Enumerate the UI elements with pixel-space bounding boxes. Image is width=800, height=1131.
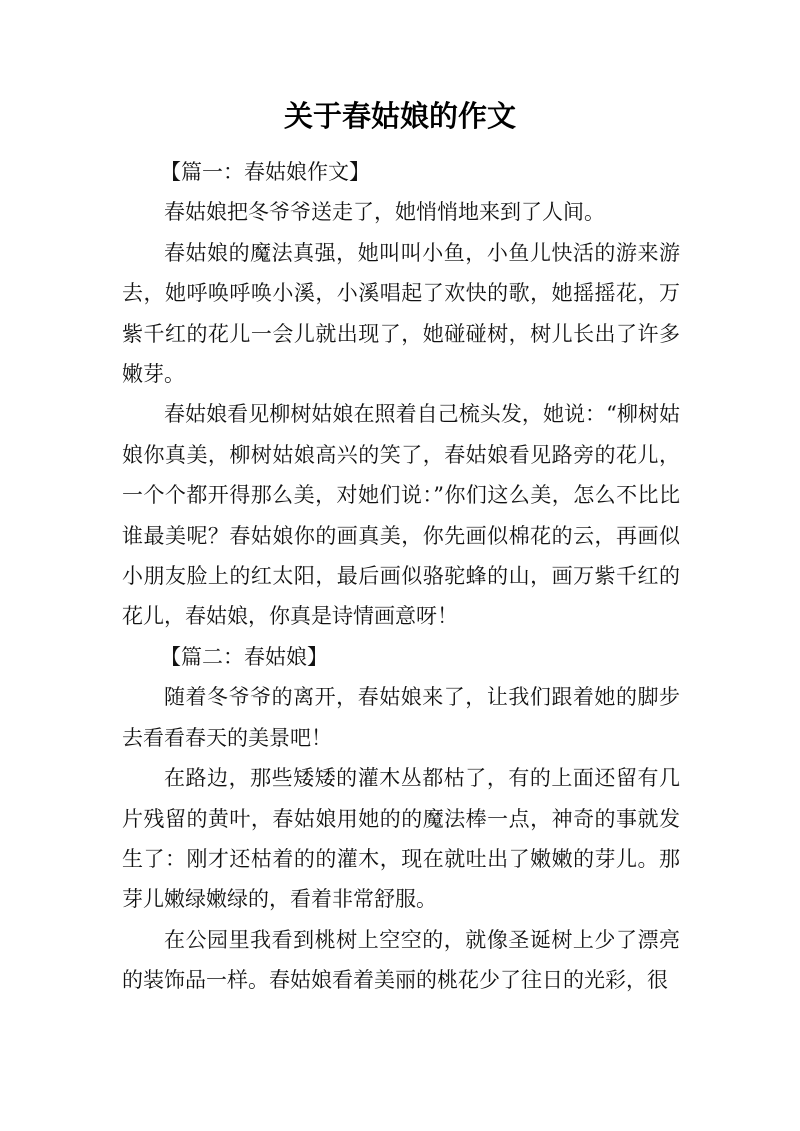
section-heading: 【篇一：春姑娘作文】 (160, 160, 370, 184)
paragraph: 在公园里我看到桃树上空空的，就像圣诞树上少了漂亮的装饰品一样。春姑娘看着美丽的桃花少了往日的光彩，很 (122, 927, 680, 993)
paragraph: 春姑娘把冬爷爷送走了，她悄悄地来到了人间。 (164, 200, 605, 225)
section-heading: 【篇二：春姑娘】 (160, 644, 328, 669)
document-body (122, 152, 680, 1001)
paragraph: 春姑娘看见柳树姑娘在照着自己梳头发，她说：“柳树姑娘你真美，柳树姑娘高兴的笑了，春姑娘看见路旁的花儿，一个个都开得那么美，对她们说：”你们这么美，怎么不比比谁最美呢？春姑娘你的画真美，你先画似棉花的云，再画似小朋友脸上的红太阳，最后画似骆驼蜂的山，画万紫千红的花儿，春姑娘，你真是诗情画意呀！ (122, 402, 680, 629)
paragraph: 在路边，那些矮矮的灌木丛都枯了，有的上面还留有几片残留的黄叶，春姑娘用她的的魔法棒一点，神奇的事就发生了：刚才还枯着的的灌木，现在就吐出了嫩嫩的芽儿。那芽儿嫩绿嫩绿的，看着非常舒服。 (122, 766, 680, 912)
document-title: 关于春姑娘的作文 (283, 99, 516, 133)
paragraph: 春姑娘的魔法真强，她叫叫小鱼，小鱼儿快活的游来游去，她呼唤呼唤小溪，小溪唱起了欢快的歌，她摇摇花，万紫千红的花儿一会儿就出现了，她碰碰树，树儿长出了许多嫩芽。 (122, 240, 680, 387)
paragraph: 随着冬爷爷的离开，春姑娘来了，让我们跟着她的脚步去看看春天的美景吧！ (122, 685, 680, 750)
